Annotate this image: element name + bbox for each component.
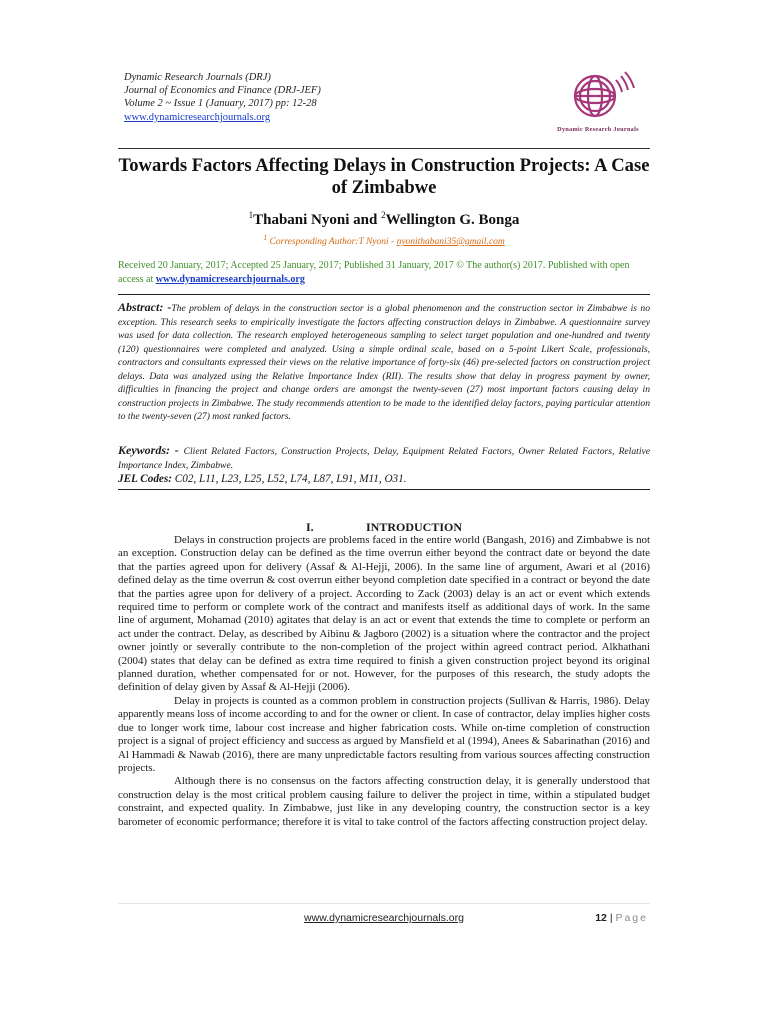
author-affil-2: 2	[381, 210, 386, 220]
paragraph: Delays in construction projects are problems faced in the entire world (Bangash, 2016) and Zimbabwe is not an exception. Construction delay can be defined as the time overrun either beyond the contract date or beyond the date that the parties agreed upon for delivery (Assaf & Al-Hejji, 2006). In the same line of argument, Awari et al (2016) defined delay as the time overrun & cost overrun either beyond completion date specified in a contract or beyond the date that the parties agree upon for delivery of a project. According to Zack (2003) delay is an act or event which extends required time to perform or complete work of the contract and manifests itself as additional days of work. In the same line of argument, Mohamad (2010) agitates that delay is an act or event that extends the time to complete or perform an act under the contract. Delay, as described by Aibinu & Jagboro (2002) is a situation where the contractor and the project owner jointly or severally contribute to the non-completion of the project within agreed contract period. Alkhathani (2004) states that delay can be defined as extra time required to finish a given construction project beyond its original planned duration, whether compensated for or not. However, for the purposes of this research, the study adopts the definition of delay given by Assaf & Al-Hejji (2006).	[118, 534, 650, 694]
section-number: I.	[305, 520, 314, 534]
page-separator: |	[606, 912, 616, 924]
abstract-bottom-rule	[118, 489, 650, 490]
abstract-top-rule	[118, 294, 650, 295]
keywords-label: Keywords: -	[118, 443, 184, 457]
journal-header	[124, 71, 484, 124]
corr-label: Corresponding Author:T Nyoni -	[267, 237, 397, 248]
paper-title: Towards Factors Affecting Delays in Construction Projects: A Case of Zimbabwe	[118, 155, 650, 198]
keywords-text: Client Related Factors, Construction Projects, Delay, Equipment Related Factors, Owner Related Factors, Relative Importance Index, Zimbabwe.	[118, 446, 650, 471]
received-dates	[118, 259, 650, 286]
footer-rule	[118, 903, 650, 904]
open-access-link[interactable]: www.dynamicresearchjournals.org	[155, 273, 305, 285]
section-title: INTRODUCTION	[365, 520, 462, 534]
corresponding-author	[118, 233, 650, 247]
footer-url-link[interactable]: www.dynamicresearchjournals.org	[304, 912, 464, 924]
author-name-1: Thabani Nyoni and	[253, 212, 382, 228]
logo-caption: Dynamic Research Journals	[557, 126, 639, 133]
paragraph: Delay in projects is counted as a common problem in construction projects (Sullivan & Harris, 1986). Delay apparently means loss of income according to and for the owner or client. In case of contractor, delay implies higher costs due to longer work time, labour cost increase and higher fabrication costs. While on-time completion of construction project is a signal of project efficiency and success as argued by Mansfield et al (1994), Anees & Sabarinathan (2016) and Al Hammadi & Nawab (2016), there are many unpredictable factors resulting from various sources affecting construction projects.	[118, 694, 650, 774]
received-text: Received 20 January, 2017; Accepted 25 January, 2017; Published 31 January, 2017 © The author(s) 2017. Published with open access at	[118, 260, 630, 285]
corr-affil: 1	[263, 233, 268, 242]
author-name-2: Wellington G. Bonga	[385, 212, 520, 228]
corr-email-link[interactable]: nyonithabani35@gmail.com	[396, 237, 505, 248]
keywords	[118, 444, 650, 472]
header-rule	[118, 148, 650, 149]
section-heading	[118, 520, 650, 535]
author-line	[118, 210, 650, 229]
body-text	[118, 534, 650, 829]
journal-name: Journal of Economics and Finance (DRJ-JEF)	[124, 85, 321, 97]
abstract-label: Abstract: -	[118, 300, 172, 314]
abstract	[118, 301, 650, 424]
jel-text: C02, L11, L23, L25, L52, L74, L87, L91, M11, O31.	[171, 473, 407, 485]
jel-codes	[118, 473, 650, 485]
author-affil-1: 1	[248, 210, 254, 220]
page-number	[595, 912, 648, 924]
journal-volume: Volume 2 ~ Issue 1 (January, 2017) pp: 12-28	[124, 98, 317, 110]
jel-label: JEL Codes:	[118, 473, 172, 485]
paragraph: Although there is no consensus on the factors affecting construction delay, it is generally understood that construction delay is the most critical problem causing failure to deliver the project in time, within a stipulated budget constraint, and expected quality. In Zimbabwe, just like in any developing country, the construction sector is a key barometer of economic performance; therefore it is vital to take control of the factors affecting construction project delay.	[118, 775, 650, 828]
page-word: Page	[615, 912, 648, 924]
page-number-value: 12	[595, 912, 607, 924]
abstract-text: The problem of delays in the construction sector is a global phenomenon and the construction sector in Zimbabwe is no exception. This research seeks to empirically investigate the factors affecting construction delays in Zimbabwe. A questionnaire survey was used for data collection. The research employed heterogeneous sampling to select target population and one-hundred and twenty (120) questionnaires were completed and analyzed. Using a simple ordinal scale, based on a 5-point Likert Scale, professionals, contractors and consultants expressed their views on the relative importance of forty-six (46) pre-selected factors on construction project delays. Data was analyzed using the Relative Importance Index (RII). The results show that delay in progress payment by owner, difficulties in financing the project and change orders are amongst the twenty-seven (27) most important factors causing delay in construction projects in Zimbabwe. The study recommends attention to be made to the identified delay factors, paying particular attention to the twenty-seven (27) most ranked factors.	[118, 303, 650, 423]
journal-url-link[interactable]: www.dynamicresearchjournals.org	[124, 111, 271, 123]
journal-publisher: Dynamic Research Journals (DRJ)	[124, 72, 271, 83]
